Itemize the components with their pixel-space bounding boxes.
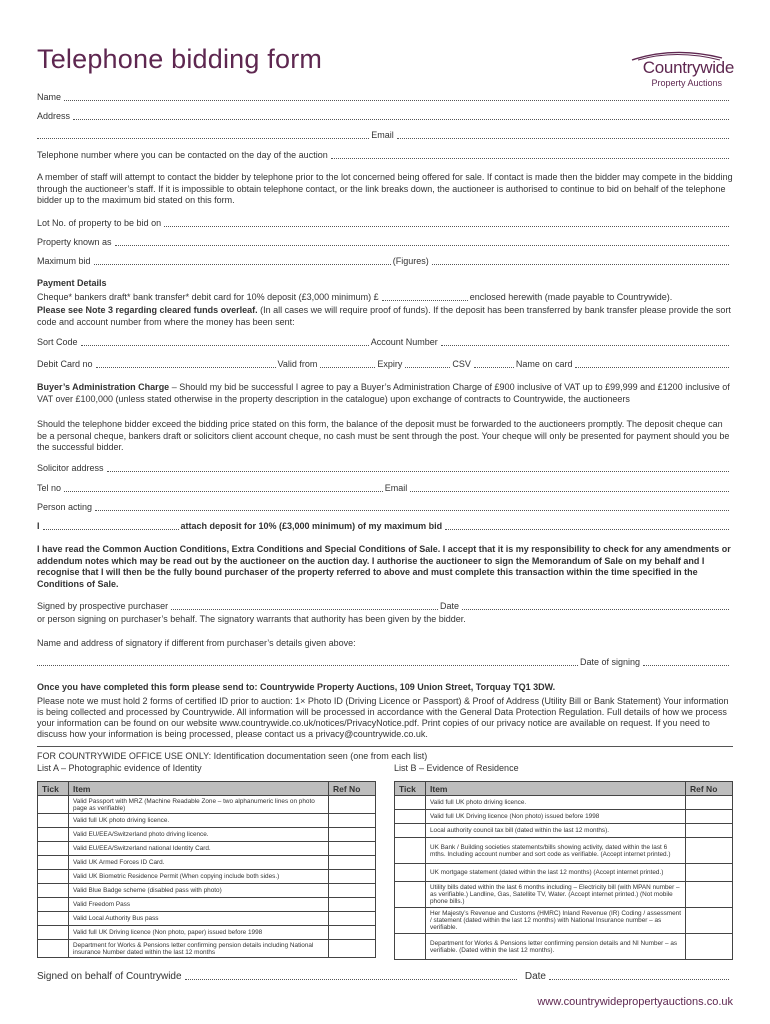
footer-date-label: Date	[524, 971, 546, 982]
id-row	[395, 882, 733, 908]
item-cell: Valid EU/EEA/Switzerland national Identity Card.	[69, 842, 329, 856]
tick-cell[interactable]	[38, 842, 69, 856]
lot-field[interactable]	[164, 225, 729, 227]
item-cell: Valid UK Armed Forces ID Card.	[69, 856, 329, 870]
countrywide-signature-field[interactable]	[185, 978, 517, 980]
cheque-row	[37, 291, 731, 303]
solicitor-address-label: Solicitor address	[37, 463, 104, 473]
solicitor-tel-label: Tel no	[37, 483, 62, 493]
countrywide-logo	[606, 48, 736, 90]
sort-code-label: Sort Code	[37, 337, 78, 347]
col-tick: Tick	[395, 782, 426, 796]
ref-no-cell[interactable]	[686, 908, 733, 934]
signature-field[interactable]	[171, 608, 438, 610]
tick-cell[interactable]	[395, 908, 426, 934]
ref-no-cell[interactable]	[329, 842, 376, 856]
email-label: Email	[371, 130, 394, 140]
cheque-suffix: enclosed herewith (made payable to Countrywide).	[469, 292, 673, 302]
name-on-card-label: Name on card	[515, 359, 573, 369]
payment-note	[37, 305, 733, 328]
deposit-name-field[interactable]	[43, 528, 179, 530]
tick-cell[interactable]	[395, 824, 426, 838]
ref-no-cell[interactable]	[329, 912, 376, 926]
or-person-text: or person signing on purchaser’s behalf. The signatory warrants that authority has been given by the bidder.	[37, 614, 466, 624]
item-cell: Department for Works & Pensions letter confirming pension details and NI Number – as verifiable. (Dated within the last 12 months).	[426, 934, 686, 960]
tick-cell[interactable]	[395, 864, 426, 882]
expiry-label: Expiry	[377, 359, 403, 369]
name-row	[37, 91, 731, 103]
deposit-row	[37, 520, 731, 532]
ref-no-cell[interactable]	[686, 796, 733, 810]
list-a-table	[37, 781, 376, 958]
debit-card-field[interactable]	[96, 366, 276, 368]
admin-charge-text: – Should my bid be successful I agree to pay a Buyer’s Administration Charge of £900 inclusive of VAT up to £99,999 and £1200 inclusive of VAT over £100,000 (unless stated otherwise in the property description in the catalogue) upon exchange of contracts to Countrywide, the auctioneers	[37, 382, 730, 404]
name-field[interactable]	[64, 99, 729, 101]
ref-no-cell[interactable]	[686, 810, 733, 824]
telephone-label: Telephone number where you can be contacted on the day of the auction	[37, 150, 328, 160]
ref-no-cell[interactable]	[686, 934, 733, 960]
id-row	[395, 934, 733, 960]
ref-no-cell[interactable]	[329, 884, 376, 898]
item-cell: Department for Works & Pensions letter confirming pension details including National insurance Number dated within the last 12 months	[69, 940, 329, 958]
valid-from-label: Valid from	[277, 359, 318, 369]
email-field[interactable]	[397, 137, 729, 139]
lot-row	[37, 217, 731, 229]
signed-date-field[interactable]	[462, 608, 729, 610]
item-cell: Valid full UK Driving licence (Non photo, paper) issued before 1998	[69, 926, 329, 940]
countrywide-signed-row	[37, 970, 731, 982]
id-row	[395, 810, 733, 824]
list-a-body	[38, 796, 376, 958]
signatory-row	[37, 656, 731, 668]
tick-cell[interactable]	[38, 940, 69, 958]
tick-cell[interactable]	[38, 828, 69, 842]
ref-no-cell[interactable]	[329, 898, 376, 912]
item-cell: Valid full UK Driving licence (Non photo) issued before 1998	[426, 810, 686, 824]
telephone-row	[37, 149, 731, 161]
csv-label: CSV	[452, 359, 471, 369]
max-bid-figures-field[interactable]	[432, 263, 729, 265]
list-b-table	[394, 781, 733, 960]
tick-cell[interactable]	[395, 882, 426, 908]
item-cell: Valid full UK photo driving licence.	[69, 814, 329, 828]
property-field[interactable]	[115, 244, 729, 246]
solicitor-email-field[interactable]	[410, 490, 729, 492]
office-use-heading: FOR COUNTRYWIDE OFFICE USE ONLY: Identification documentation seen (one from each list)	[37, 751, 428, 761]
logo-name: Countrywide	[642, 58, 734, 77]
deposit-i-label: I	[37, 521, 40, 531]
address-label: Address	[37, 111, 71, 121]
item-cell: Valid UK Biometric Residence Permit (When copying include both sides.)	[69, 870, 329, 884]
col-ref: Ref No	[329, 782, 376, 796]
ref-no-cell[interactable]	[329, 856, 376, 870]
tick-cell[interactable]	[395, 934, 426, 960]
expiry-field[interactable]	[405, 366, 450, 368]
valid-from-field[interactable]	[320, 366, 375, 368]
address-row	[37, 110, 731, 122]
id-row	[395, 864, 733, 882]
account-number-field[interactable]	[441, 344, 729, 346]
signatory-details-field[interactable]	[37, 664, 578, 666]
name-address-signatory-label: Name and address of signatory if different from purchaser’s details given above:	[37, 638, 356, 648]
tick-cell[interactable]	[395, 838, 426, 864]
deposit-amount-words-field[interactable]	[445, 528, 729, 530]
footer-date-field[interactable]	[549, 978, 729, 980]
date-of-signing-field[interactable]	[643, 664, 729, 666]
max-bid-words-field[interactable]	[94, 263, 391, 265]
ref-no-cell[interactable]	[329, 828, 376, 842]
item-cell: Her Majesty’s Revenue and Customs (HMRC) Inland Revenue (IR) Coding / assessment / statement (dated within the last 12 months) with National Insurance number – as verifiable.	[426, 908, 686, 934]
id-row	[38, 926, 376, 940]
id-row	[395, 824, 733, 838]
lot-label: Lot No. of property to be bid on	[37, 218, 162, 228]
id-row	[38, 870, 376, 884]
sort-code-field[interactable]	[81, 344, 369, 346]
col-item: Item	[426, 782, 686, 796]
ref-no-cell[interactable]	[686, 838, 733, 864]
col-ref: Ref No	[686, 782, 733, 796]
send-address: Once you have completed this form please send to: Countrywide Property Auctions, 109 Union Street, Torquay TQ1 3DW.	[37, 682, 556, 692]
address-email-row	[37, 129, 731, 141]
property-label: Property known as	[37, 237, 112, 247]
tick-cell[interactable]	[38, 926, 69, 940]
tick-cell[interactable]	[395, 810, 426, 824]
id-row	[38, 940, 376, 958]
ref-no-cell[interactable]	[329, 870, 376, 884]
intro-paragraph: A member of staff will attempt to contact the bidder by telephone prior to the lot concerned being offered for sale. If contact is made then the bidder may compete in the bidding through the auctioneer’s staff. If it is impossible to obtain telephone contact, or the link breaks down, the auctioneer is authorised to continue to bid on behalf of the telephone bidder up to the maximum bid stated on this form.	[37, 172, 733, 205]
ref-no-cell[interactable]	[329, 940, 376, 958]
id-row	[38, 842, 376, 856]
name-label: Name	[37, 92, 62, 102]
tick-cell[interactable]	[38, 870, 69, 884]
name-on-card-field[interactable]	[575, 366, 729, 368]
max-bid-label: Maximum bid	[37, 256, 91, 266]
page-title: Telephone bidding form	[37, 44, 323, 74]
declaration-paragraph: I have read the Common Auction Conditions, Extra Conditions and Special Conditions of Sale. I accept that it is my responsibility to check for any amendments or addendum notes which may be read out by the auctioneer on the auction day. I authorise the auctioneer to sign the Memorandum of Sale on my behalf and I recognise that I will then be the fully bound purchaser of the property referred to above and must complete this transaction within the time specified in the Conditions of Sale.	[37, 544, 731, 589]
id-row	[38, 884, 376, 898]
address-field[interactable]	[73, 118, 729, 120]
website-url[interactable]: www.countrywidepropertyauctions.co.uk	[537, 996, 733, 1008]
account-number-label: Account Number	[370, 337, 438, 347]
sort-code-row	[37, 336, 731, 348]
id-row	[38, 828, 376, 842]
tick-cell[interactable]	[38, 912, 69, 926]
person-acting-field[interactable]	[95, 509, 729, 511]
divider	[37, 746, 733, 747]
list-a-heading: List A – Photographic evidence of Identity	[37, 763, 202, 773]
max-bid-row	[37, 255, 731, 267]
deposit-attach-label: attach deposit for 10% (£3,000 minimum) of my maximum bid	[180, 521, 443, 531]
tick-cell[interactable]	[38, 898, 69, 912]
id-row	[38, 856, 376, 870]
debit-card-row	[37, 358, 731, 370]
payment-heading: Payment Details	[37, 278, 107, 288]
debit-card-label: Debit Card no	[37, 359, 93, 369]
id-row	[38, 898, 376, 912]
ref-no-cell[interactable]	[329, 926, 376, 940]
list-b-heading: List B – Evidence of Residence	[394, 763, 519, 773]
ref-no-cell[interactable]	[686, 882, 733, 908]
item-cell: Valid Local Authority Bus pass	[69, 912, 329, 926]
item-cell: Valid EU/EEA/Switzerland photo driving licence.	[69, 828, 329, 842]
signed-row	[37, 600, 731, 612]
item-cell: Valid Passport with MRZ (Machine Readable Zone – two alphanumeric lines on photo page as verifiable)	[69, 796, 329, 814]
tick-cell[interactable]	[395, 796, 426, 810]
solicitor-email-label: Email	[384, 483, 408, 493]
exceed-paragraph: Should the telephone bidder exceed the bidding price stated on this form, the balance of the deposit must be forwarded to the auctioneers promptly. The deposit cheque can be a personal cheque, bankers draft or solicitors client account cheque, no cash must be sent through the post. Your cheque will only be presented for payment should you be the successful bidder.	[37, 419, 730, 452]
solicitor-tel-row	[37, 482, 731, 494]
tick-cell[interactable]	[38, 856, 69, 870]
solicitor-address-field[interactable]	[107, 470, 729, 472]
item-cell: Utility bills dated within the last 6 months including – Electricity bill (with MPAN number – as verifiable.) Landline, Gas, Satellite TV, Water. (Accept internet printed.) (Not mobile phone bills.)	[426, 882, 686, 908]
solicitor-address-row	[37, 462, 731, 474]
admin-charge-paragraph	[37, 382, 733, 405]
id-row	[395, 838, 733, 864]
csv-field[interactable]	[474, 366, 514, 368]
id-row	[395, 908, 733, 934]
tick-cell[interactable]	[38, 814, 69, 828]
item-cell: Local authority council tax bill (dated within the last 12 months).	[426, 824, 686, 838]
id-row	[395, 796, 733, 810]
id-row	[38, 796, 376, 814]
item-cell: Valid Blue Badge scheme (disabled pass with photo)	[69, 884, 329, 898]
date-label: Date	[440, 601, 460, 611]
telephone-field[interactable]	[331, 157, 729, 159]
solicitor-tel-field[interactable]	[64, 490, 383, 492]
logo-subtitle: Property Auctions	[651, 78, 722, 88]
tick-cell[interactable]	[38, 884, 69, 898]
id-row	[38, 912, 376, 926]
ref-no-cell[interactable]	[329, 814, 376, 828]
id-row	[38, 814, 376, 828]
admin-charge-bold: Buyer’s Administration Charge	[37, 382, 170, 392]
privacy-notice: Please note we must hold 2 forms of certified ID prior to auction: 1× Photo ID (Driving Licence or Passport) & Proof of Address (Utility Bill or Bank Statement) Your information is being collected and processed by Countrywide. All information will be processed in accordance with the General Data Protection Regulation. Full details of how we process your information can be found on our website www.countrywide.co.uk/notices/PrivacyNotice.pdf. Print copies of our privacy notice are available on request. If you need to discuss how your information is being processed, please contact us a privacy@countrywide.co.uk.	[37, 696, 729, 739]
col-item: Item	[69, 782, 329, 796]
signed-by-label: Signed by prospective purchaser	[37, 601, 169, 611]
ref-no-cell[interactable]	[329, 796, 376, 814]
signed-behalf-label: Signed on behalf of Countrywide	[37, 971, 182, 982]
person-acting-row	[37, 501, 731, 513]
cheque-label: Cheque* bankers draft* bank transfer* debit card for 10% deposit (£3,000 minimum) £	[37, 292, 379, 302]
address-line-2-field[interactable]	[37, 137, 369, 139]
item-cell: UK Bank / Building societies statements/bills showing activity, dated within the last 6 mths. Including account number and sort code as verifiable. (Accept internet printed.)	[426, 838, 686, 864]
person-acting-label: Person acting	[37, 502, 93, 512]
item-cell: Valid full UK photo driving licence.	[426, 796, 686, 810]
tick-cell[interactable]	[38, 796, 69, 814]
col-tick: Tick	[38, 782, 69, 796]
item-cell: Valid Freedom Pass	[69, 898, 329, 912]
property-row	[37, 236, 731, 248]
ref-no-cell[interactable]	[686, 864, 733, 882]
list-b-body	[395, 796, 733, 960]
deposit-amount-field[interactable]	[382, 299, 468, 301]
ref-no-cell[interactable]	[686, 824, 733, 838]
date-of-signing-label: Date of signing	[579, 657, 640, 667]
payment-note-bold: Please see Note 3 regarding cleared funds overleaf.	[37, 305, 258, 315]
figures-label: (Figures)	[392, 256, 429, 266]
payment-note-text: (In all cases we will require proof of funds). If the deposit has been transferred by bank transfer please provide the sort code and account number from where the money has been sent:	[37, 305, 731, 327]
item-cell: UK mortgage statement (dated within the last 12 months) (Accept internet printed.)	[426, 864, 686, 882]
